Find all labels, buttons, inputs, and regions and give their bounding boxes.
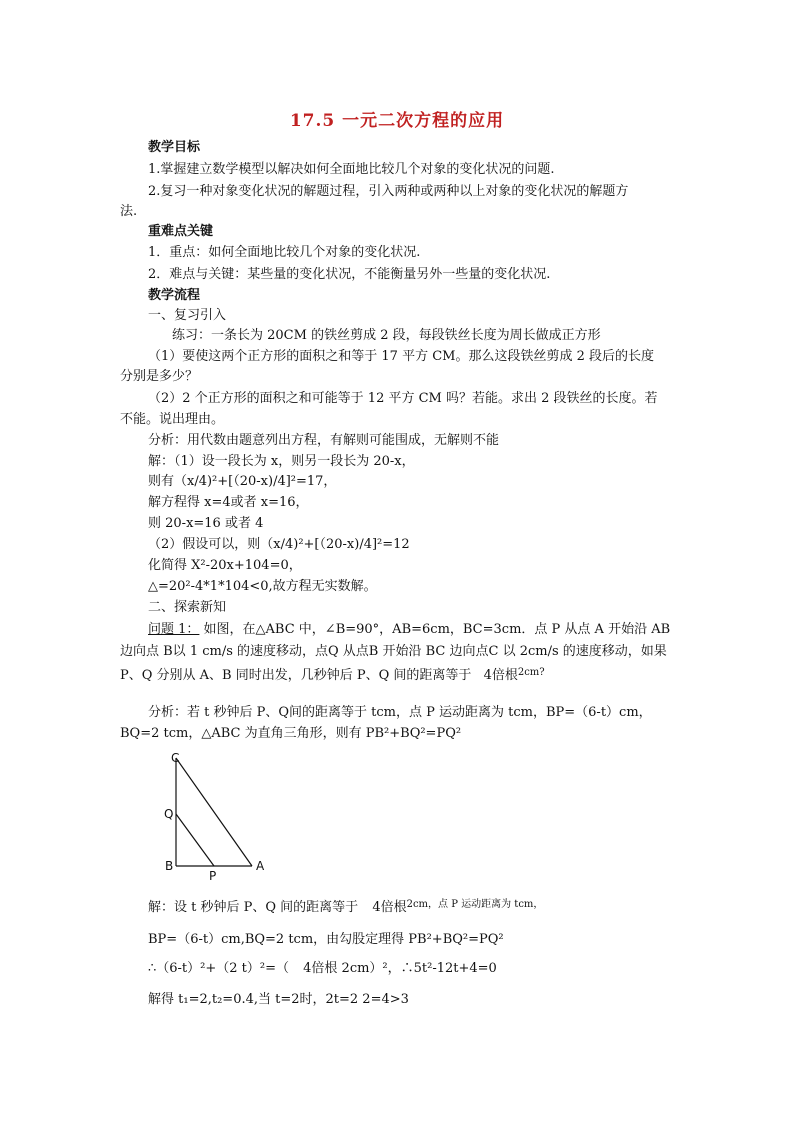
analysis-2-cont: BQ=2 tcm，△ABC 为直角三角形，则有 PB²+BQ²=PQ² <box>120 726 462 741</box>
problem-text-a: 如图，在△ABC 中，∠B=90°，AB=6cm，BC=3cm．点 P 从点 A 开始沿 AB <box>199 622 671 637</box>
analysis-1: 分析：用代数由题意列出方程，有解则可能围成，无解则不能 <box>148 433 500 448</box>
key-point-1: 1．重点：如何全面地比较几个对象的变化状况. <box>148 245 421 260</box>
question-2-cont: 不能。说出理由。 <box>120 412 225 427</box>
vertex-c-label: C <box>171 751 180 765</box>
solution-2-line-4: 解得 t₁=2,t₂=0.4,当 t=2时，2t=2 2=4>3 <box>148 992 409 1007</box>
question-1-cont: 分别是多少？ <box>120 369 199 384</box>
solution-line-4: 则 20-x=16 或者 4 <box>148 516 264 531</box>
vertex-b-label: B <box>165 859 174 873</box>
point-p-label: P <box>209 869 217 883</box>
triangle-figure <box>162 748 282 888</box>
sol8-text: 解：设 t 秒钟后 P、Q 间的距离等于 <box>148 900 359 915</box>
point-q-label: Q <box>164 807 174 821</box>
goal-2: 2.复习一种对象变化状况的解题过程，引入两种或两种以上对象的变化状况的解题方 <box>148 184 629 199</box>
analysis-2: 分析：若 t 秒钟后 P、Q间的距离等于 tcm，点 P 运动距离为 tcm，BP=（6-t）cm， <box>148 705 652 720</box>
goals-heading: 教学目标 <box>148 140 201 155</box>
sol8-four-root: 4倍根 <box>372 900 407 915</box>
solution-line-3: 解方程得 x=4或者 x=16， <box>148 495 309 510</box>
problem-1-line-3 <box>120 666 545 687</box>
question-2: （2）2 个正方形的面积之和可能等于 12 平方 CM 吗？若能。求出 2 段铁丝的长度。若 <box>148 391 658 406</box>
two-cm-label: 2cm? <box>517 667 545 678</box>
flow-heading: 教学流程 <box>148 288 201 303</box>
sol10-text-a: ∴（6-t）²+（2 t）²=（ <box>148 961 289 976</box>
sol8-two-cm: 2cm，点 P 运动距离为 tcm， <box>406 899 544 910</box>
problem-1-line-1 <box>148 620 670 640</box>
vertex-a-label: A <box>256 859 265 873</box>
solution-line-2: 则有（x/4)²+[（20-x)/4]²=17， <box>148 474 337 489</box>
key-point-2: 2．难点与关键：某些量的变化状况，不能衡量另外一些量的变化状况. <box>148 267 551 282</box>
page-title: 17.5 一元二次方程的应用 <box>289 111 505 131</box>
solution-2-line-3 <box>148 959 497 979</box>
problem-text-c: P、Q 分别从 A、B 同时出发，几秒钟后 P、Q 间的距离等于 <box>120 668 472 683</box>
solution-2-line-2: BP=（6-t）cm,BQ=2 tcm，由勾股定理得 PB²+BQ²=PQ² <box>148 932 504 947</box>
solution-2-line-1 <box>148 898 543 919</box>
four-root-label: 4倍根 <box>483 668 518 683</box>
problem-label: 问题 1： <box>148 622 200 637</box>
solution-line-6: 化简得 X²-20x+104=0， <box>148 558 302 573</box>
question-1: （1）要使这两个正方形的面积之和等于 17 平方 CM。那么这段铁丝剪成 2 段后的长度 <box>148 349 655 364</box>
sol10-text-b: 4倍根 2cm）²，∴5t²-12t+4=0 <box>303 961 497 976</box>
goal-1: 1.掌握建立数学模型以解决如何全面地比较几个对象的变化状况的问题. <box>148 162 555 177</box>
exercise-text: 练习：一条长为 20CM 的铁丝剪成 2 段，每段铁丝长度为周长做成正方形 <box>172 328 601 343</box>
problem-1-line-2: 边向点 B以 1 cm/s 的速度移动，点Q 从点B 开始沿 BC 边向点C 以 2cm/s 的速度移动，如果 <box>120 644 667 659</box>
solution-line-7: △=20²-4*1*104<0,故方程无实数解。 <box>148 579 377 594</box>
review-heading: 一、复习引入 <box>148 308 227 323</box>
solution-line-5: （2）假设可以，则（x/4)²+[（20-x)/4]²=12 <box>148 537 410 552</box>
side-ca <box>176 758 252 866</box>
key-heading: 重难点关键 <box>148 224 214 239</box>
explore-heading: 二、探索新知 <box>148 600 227 615</box>
segment-pq <box>176 814 214 866</box>
solution-line-1: 解：（1）设一段长为 x，则另一段长为 20-x， <box>148 454 415 469</box>
goal-2-cont: 法. <box>120 204 138 219</box>
